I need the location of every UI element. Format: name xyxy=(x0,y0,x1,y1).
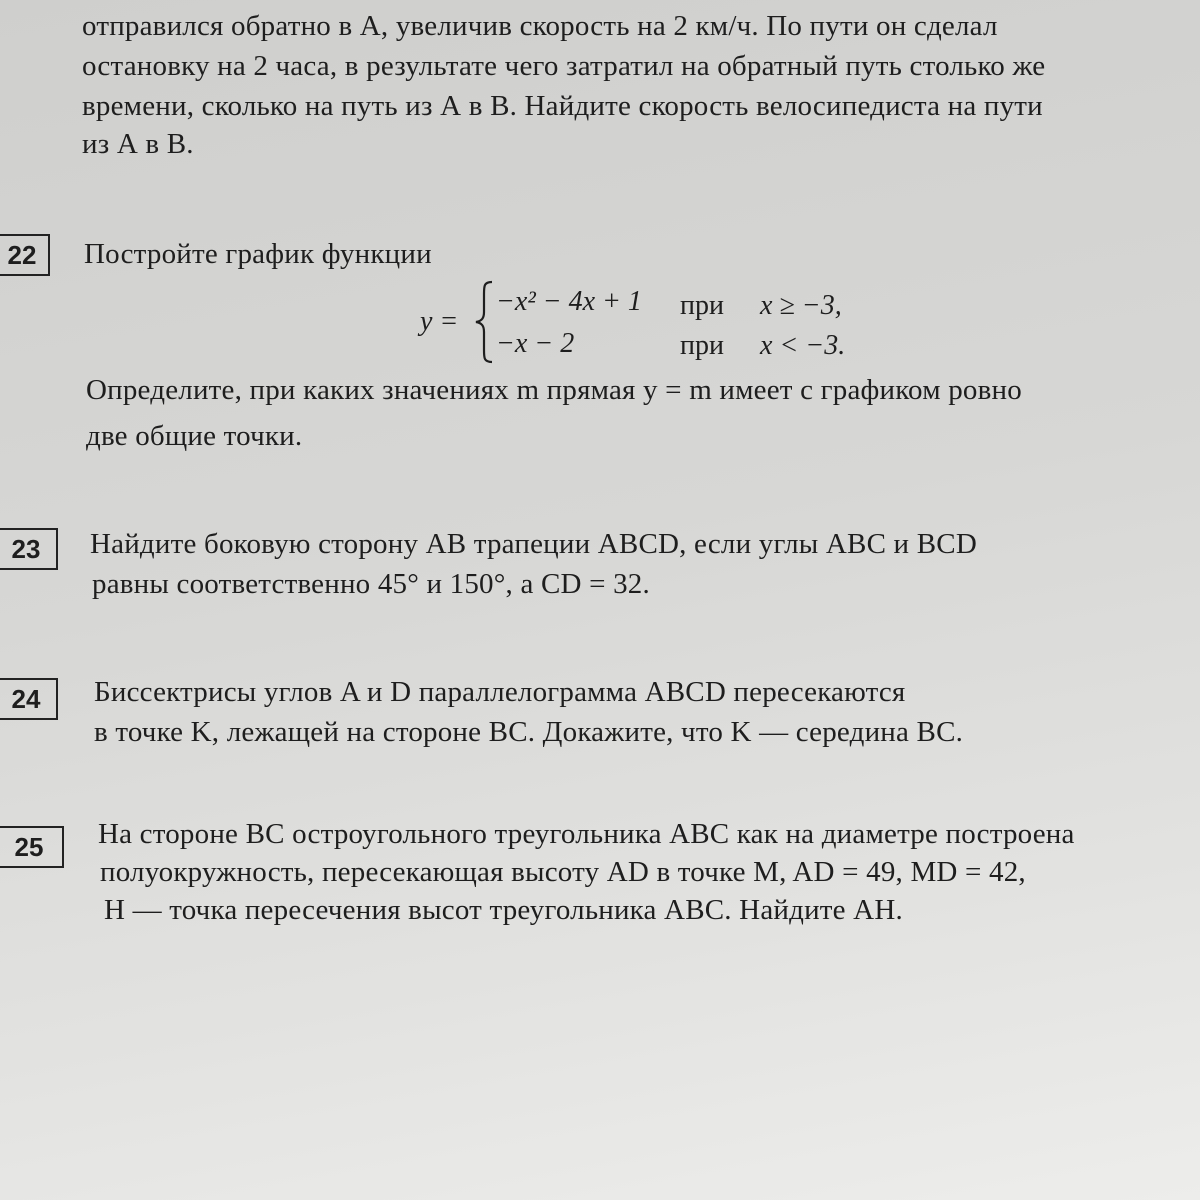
case-1-condition: x ≥ −3, xyxy=(760,290,842,321)
problem-number: 25 xyxy=(0,826,64,868)
text-line: из А в В. xyxy=(82,128,194,160)
formula-lhs: y = xyxy=(420,306,459,337)
brace-icon xyxy=(474,280,494,364)
problem-text-line: полуокружность, пересекающая высоту AD в точке M, AD = 49, MD = 42, xyxy=(100,856,1026,888)
text-line: отправился обратно в А, увеличив скорость на 2 км/ч. По пути он сделал xyxy=(82,10,998,42)
problem-text-line: Постройте график функции xyxy=(84,238,432,270)
problem-text-line: Найдите боковую сторону AB трапеции ABCD, если углы ABC и BCD xyxy=(90,528,977,560)
problem-text-line: в точке K, лежащей на стороне BC. Докажите, что K — середина BC. xyxy=(94,716,964,748)
case-2-expression: −x − 2 xyxy=(496,328,575,359)
problem-text-line: Биссектрисы углов A и D параллелограмма ABCD пересекаются xyxy=(94,676,906,708)
problem-text-line: Определите, при каких значениях m прямая y = m имеет с графиком ровно xyxy=(86,374,1022,406)
text-line: остановку на 2 часа, в результате чего затратил на обратный путь столько же xyxy=(82,50,1046,82)
problem-text-line: H — точка пересечения высот треугольника ABC. Найдите AH. xyxy=(104,894,903,926)
problem-number: 24 xyxy=(0,678,58,720)
case-1-expression: −x² − 4x + 1 xyxy=(496,286,642,317)
case-2-condition: x < −3. xyxy=(760,330,846,361)
case-1-condition-word: при xyxy=(680,290,724,321)
case-2-condition-word: при xyxy=(680,330,724,361)
text-line: времени, сколько на путь из А в В. Найдите скорость велосипедиста на пути xyxy=(82,90,1043,122)
problem-number: 23 xyxy=(0,528,58,570)
problem-number: 22 xyxy=(0,234,50,276)
problem-text-line: две общие точки. xyxy=(86,420,303,452)
problem-text-line: На стороне BC остроугольного треугольника ABC как на диаметре построена xyxy=(98,818,1075,850)
problem-text-line: равны соответственно 45° и 150°, а CD = 32. xyxy=(92,568,650,600)
